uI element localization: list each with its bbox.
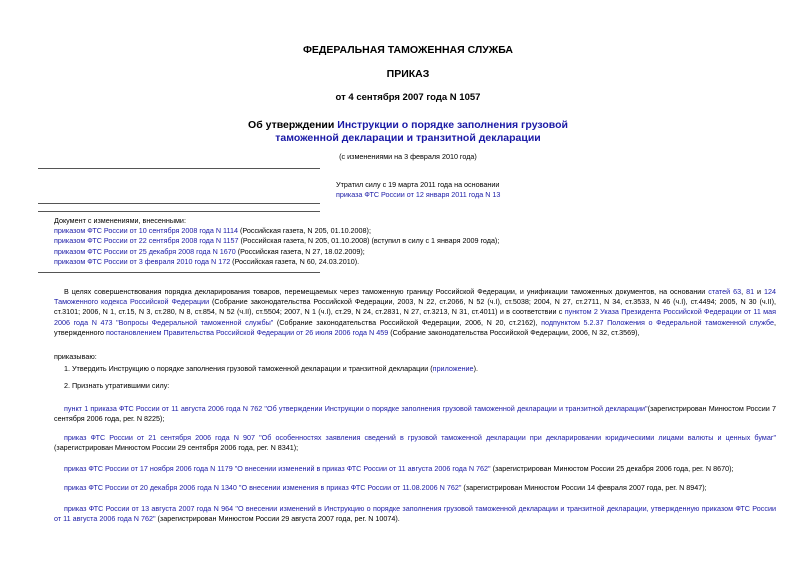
- amendment-link[interactable]: приказом ФТС России от 3 февраля 2010 года N 172: [54, 256, 231, 266]
- list-item: приказом ФТС России от 3 февраля 2010 года N 172 (Российская газета, N 60, 24.03.2010).: [54, 256, 360, 266]
- lost-force-link[interactable]: приказа ФТС России от 12 января 2011 года N 13: [336, 190, 501, 200]
- divider: [38, 168, 320, 169]
- repealed-link[interactable]: приказ ФТС России от 20 декабря 2006 года N 1340 "О внесении изменения в приказ ФТС России от 11.08.2006 N 762": [64, 483, 462, 492]
- preamble-link[interactable]: подпунктом 5.2.37 Положения о Федеральной таможенной службе: [541, 317, 774, 327]
- preamble-link[interactable]: 81: [746, 287, 755, 296]
- amendment-link[interactable]: приказом ФТС России от 25 декабря 2008 года N 1670: [54, 246, 236, 256]
- order-word: приказываю:: [54, 352, 97, 361]
- list-item: приказом ФТС России от 25 декабря 2008 года N 1670 (Российская газета, N 27, 18.02.2009);: [54, 246, 365, 256]
- list-item: приказом ФТС России от 10 сентября 2008 года N 1114 (Российская газета, N 205, 01.10.2008);: [54, 226, 371, 236]
- amendments-list: [54, 216, 499, 267]
- title-link-line1[interactable]: Инструкции о порядке заполнения грузовой: [337, 119, 568, 131]
- preamble-link[interactable]: 124: [764, 287, 777, 296]
- item-1: 1. Утвердить Инструкцию о порядке заполнения грузовой таможенной декларации и транзитной декларации (приложение).: [64, 364, 478, 373]
- amendment-link[interactable]: приказом ФТС России от 10 сентября 2008 года N 1114: [54, 226, 238, 236]
- title-link-line2[interactable]: таможенной декларации и транзитной декларации: [275, 132, 541, 144]
- repealed-link[interactable]: приказ ФТС России от 13 августа 2007 года N 964 "О внесении изменений в Инструкцию о порядке заполнения грузовой таможенной декларации и транзитной декларации, утвержденную приказом ФТС России от 11 августа 2006 года N 762": [54, 504, 776, 524]
- lost-force-text: Утратил силу с 19 марта 2011 года на основании: [336, 180, 500, 189]
- divider: [38, 211, 320, 212]
- preamble-link[interactable]: пунктом 2 Указа Президента Российской Федерации от 11 мая 2006 года N 473 "Вопросы Федеральной таможенной службы": [54, 307, 776, 327]
- repealed-link[interactable]: приказ ФТС России от 21 сентября 2006 года N 907 "Об особенностях заявления сведений в грузовой таможенной декларации при декларировании юридическими лицами валюты и ценных бумаг": [64, 433, 776, 442]
- list-item: приказ ФТС России от 20 декабря 2006 года N 1340 "О внесении изменения в приказ ФТС России от 11.08.2006 N 762" (зарегистрирован Минюстом России 14 февраля 2007 года, рег. N 8947);: [64, 483, 707, 492]
- amendments-heading: Документ с изменениями, внесенными:: [54, 216, 186, 225]
- preamble-link[interactable]: Таможенного кодекса Российской Федерации: [54, 297, 210, 307]
- divider: [38, 272, 320, 273]
- list-item: пункт 1 приказа ФТС России от 11 августа 2006 года N 762 "Об утверждении Инструкции о порядке заполнения грузовой таможенной декларации и транзитной декларации"(зарегистрирован Минюстом России 7 сентября 2006 года, рег. N 8225);: [54, 404, 776, 424]
- doc-type-heading: ПРИКАЗ: [386, 68, 430, 80]
- doc-date-number: от 4 сентября 2007 года N 1057: [335, 92, 481, 103]
- list-item: приказ ФТС России от 17 ноября 2006 года N 1179 "О внесении изменений в приказ ФТС России от 11 августа 2006 года N 762" (зарегистрирован Минюстом России 25 декабря 2006 года, рег. N 8670);: [64, 464, 734, 473]
- list-item: приказ ФТС России от 13 августа 2007 года N 964 "О внесении изменений в Инструкцию о порядке заполнения грузовой таможенной декларации и транзитной декларации, утвержденную приказом ФТС России от 11 августа 2006 года N 762" (зарегистрирован Минюстом России 29 августа 2007 года, рег. N 10074).: [54, 504, 776, 524]
- changes-note: (с изменениями на 3 февраля 2010 года): [339, 152, 477, 161]
- agency-heading: ФЕДЕРАЛЬНАЯ ТАМОЖЕННАЯ СЛУЖБА: [302, 44, 514, 56]
- repealed-link[interactable]: приказ ФТС России от 17 ноября 2006 года N 1179 "О внесении изменений в приказ ФТС России от 11 августа 2006 года N 762": [64, 464, 491, 473]
- appendix-link[interactable]: приложение: [432, 364, 474, 373]
- list-item: приказ ФТС России от 21 сентября 2006 года N 907 "Об особенностях заявления сведений в грузовой таможенной декларации при декларировании юридическими лицами валюты и ценных бумаг" (зарегистрирован Минюстом России 29 сентября 2006 года, рег. N 8341);: [54, 433, 776, 453]
- title-prefix: Об утверждении: [248, 119, 338, 131]
- amendment-link[interactable]: приказом ФТС России от 22 сентября 2008 года N 1157: [54, 236, 239, 246]
- item-2: 2. Признать утратившими силу:: [64, 381, 170, 390]
- repealed-link[interactable]: пункт 1 приказа ФТС России от 11 августа 2006 года N 762 "Об утверждении Инструкции о порядке заполнения грузовой таможенной декларации и транзитной декларации": [64, 404, 648, 413]
- divider: [38, 203, 320, 204]
- lost-force-note: [336, 180, 500, 200]
- list-item: приказом ФТС России от 22 сентября 2008 года N 1157 (Российская газета, N 205, 01.10.2008) (вступил в силу с 1 января 2009 года);: [54, 236, 500, 246]
- preamble-paragraph: В целях совершенствования порядка декларирования товаров, перемещаемых через таможенную границу Российской Федерации, и унификации таможенных документов, на основании статей 63, 81 и 124 Таможенного кодекса Российской Федерации (Собрание законодательства Российской Федерации, 2003, N 22, ст.2066, N 52 (ч.I), ст.5038; 2004, N 27, ст.2711, N 34, ст.3533, N 46 (ч.I), ст.4494; 2005, N 30 (ч.II), ст.3101; 2006, N 1, ст.15, N 3, ст.280, N 8, ст.854, N 52 (ч.II), ст.5504; 2007, N 1 (ч.I), ст.29, N 24, ст.2831, N 27, ст.3213, N 31, ст.4011) и в соответствии с пунктом 2 Указа Президента Российской Федерации от 11 мая 2006 года N 473 "Вопросы Федеральной таможенной службы" (Собрание законодательства Российской Федерации, 2006, N 20, ст.2162), подпунктом 5.2.37 Положения о Федеральной таможенной службе, утвержденного постановлением Правительства Российской Федерации от 26 июля 2006 года N 459 (Собрание законодательства Российской Федерации, 2006, N 32, ст.3569),: [54, 287, 777, 337]
- preamble-link[interactable]: постановлением Правительства Российской Федерации от 26 июля 2006 года N 459: [106, 327, 389, 337]
- document-title: [38, 119, 778, 145]
- preamble-link[interactable]: статей 63: [708, 287, 742, 296]
